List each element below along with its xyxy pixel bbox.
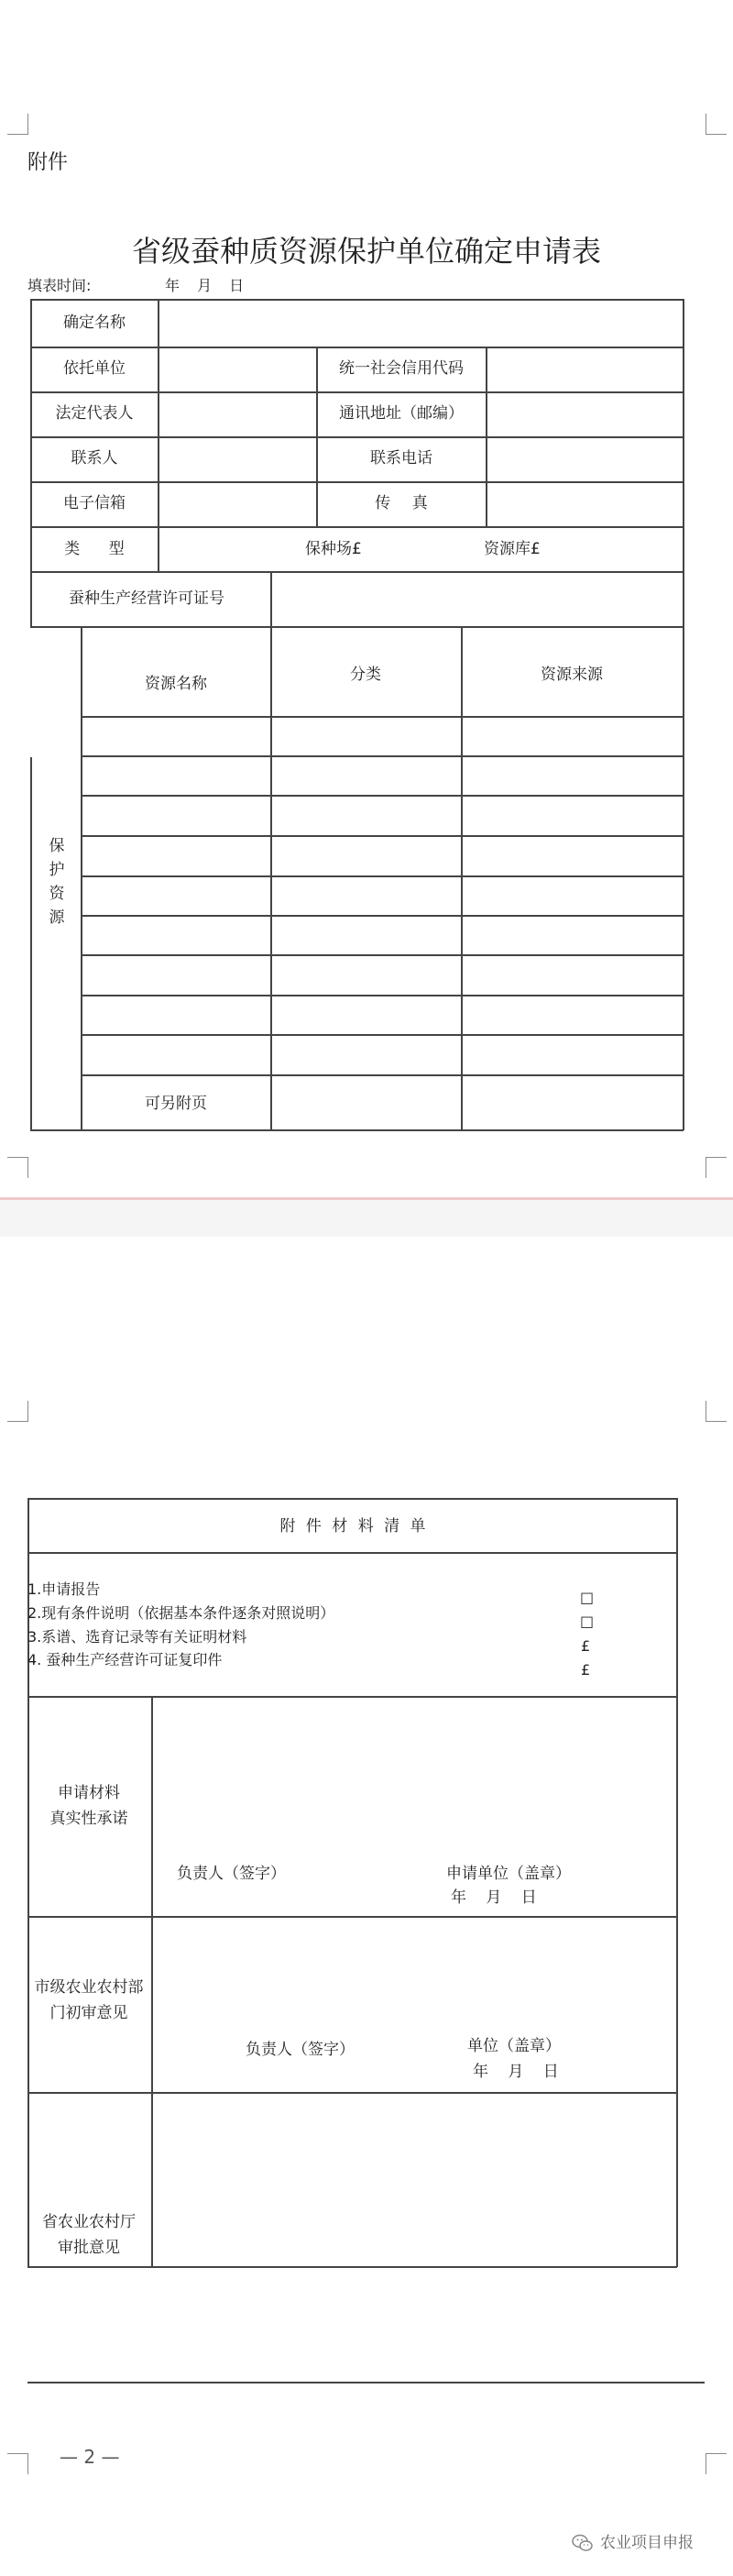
checklist-title: 附 件 材 料 清 单 (279, 1517, 426, 1536)
row-label-credit-code: 统一社会信用代码 (339, 359, 464, 378)
crop-mark (7, 1401, 28, 1422)
checklist-item: 2.现有条件说明（依据基本条件逐条对照说明） (27, 1604, 335, 1622)
fill-time-label: 填表时间: (27, 277, 92, 294)
row-label-legal-rep: 法定代表人 (55, 404, 134, 423)
attachment-label: 附件 (27, 151, 69, 174)
row-label-email: 电子信箱 (63, 494, 126, 512)
page-gap (0, 1200, 733, 1237)
checklist-item: 3.系谱、选育记录等有关证明材料 (27, 1628, 247, 1646)
checklist-item: 1.申请报告 (27, 1580, 101, 1598)
section-label-applicant: 申请材料 (58, 1784, 120, 1802)
crop-mark (7, 1157, 28, 1178)
section-label-city: 市级农业农村部 (34, 1978, 144, 1997)
date-label: 年 月 日 (451, 1888, 537, 1907)
row-label-name: 确定名称 (63, 314, 126, 332)
checklist-item: 4. 蚕种生产经营许可证复印件 (27, 1651, 223, 1668)
section-label-applicant: 真实性承诺 (49, 1810, 128, 1828)
page-number: — 2 — (60, 2446, 120, 2468)
row-label-fax: 传 真 (375, 494, 428, 512)
type-option-farm[interactable]: 保种场£ (305, 540, 362, 558)
responsible-signature-label: 负责人（签字） (177, 1865, 286, 1883)
crop-mark (706, 1401, 727, 1422)
row-label-address: 通讯地址（邮编） (339, 404, 464, 423)
crop-mark (706, 1157, 727, 1178)
crop-mark (7, 2453, 28, 2474)
unit-seal-label: 申请单位（盖章） (446, 1865, 571, 1883)
checkbox-icon[interactable]: □ (580, 1589, 595, 1606)
wechat-icon (572, 2532, 594, 2554)
section-label-province: 审批意见 (58, 2239, 120, 2257)
row-label-entrusted-unit: 依托单位 (63, 359, 126, 378)
section-label-province: 省农业农村厅 (42, 2213, 136, 2231)
crop-mark (706, 2453, 727, 2474)
row-label-phone: 联系电话 (370, 449, 432, 468)
row-label-contact: 联系人 (71, 449, 118, 468)
checkbox-icon[interactable]: £ (581, 1637, 591, 1655)
page-title: 省级蚕种质资源保护单位确定申请表 (131, 234, 602, 269)
col-header-class: 分类 (350, 666, 381, 684)
responsible-signature-label: 负责人（签字） (246, 2041, 355, 2059)
section-label-city: 门初审意见 (49, 2004, 128, 2022)
crop-mark (706, 114, 727, 135)
extra-pages-note: 可另附页 (145, 1095, 207, 1113)
col-header-source: 资源来源 (541, 666, 603, 684)
checkbox-icon[interactable]: □ (580, 1613, 595, 1630)
watermark-text: 农业项目申报 (600, 2534, 694, 2552)
date-label: 年 月 日 (473, 2063, 559, 2081)
row-label-license: 蚕种生产经营许可证号 (69, 589, 224, 608)
row-label-type: 类 型 (64, 540, 125, 558)
side-label-protected-resources: 保 护 资 源 (49, 837, 65, 927)
col-header-resource-name: 资源名称 (145, 675, 207, 693)
unit-seal-label: 单位（盖章） (467, 2037, 561, 2055)
type-option-bank[interactable]: 资源库£ (484, 540, 541, 558)
crop-mark (7, 114, 28, 135)
fill-time-units: 年 月 日 (165, 277, 245, 294)
checkbox-icon[interactable]: £ (581, 1661, 591, 1679)
